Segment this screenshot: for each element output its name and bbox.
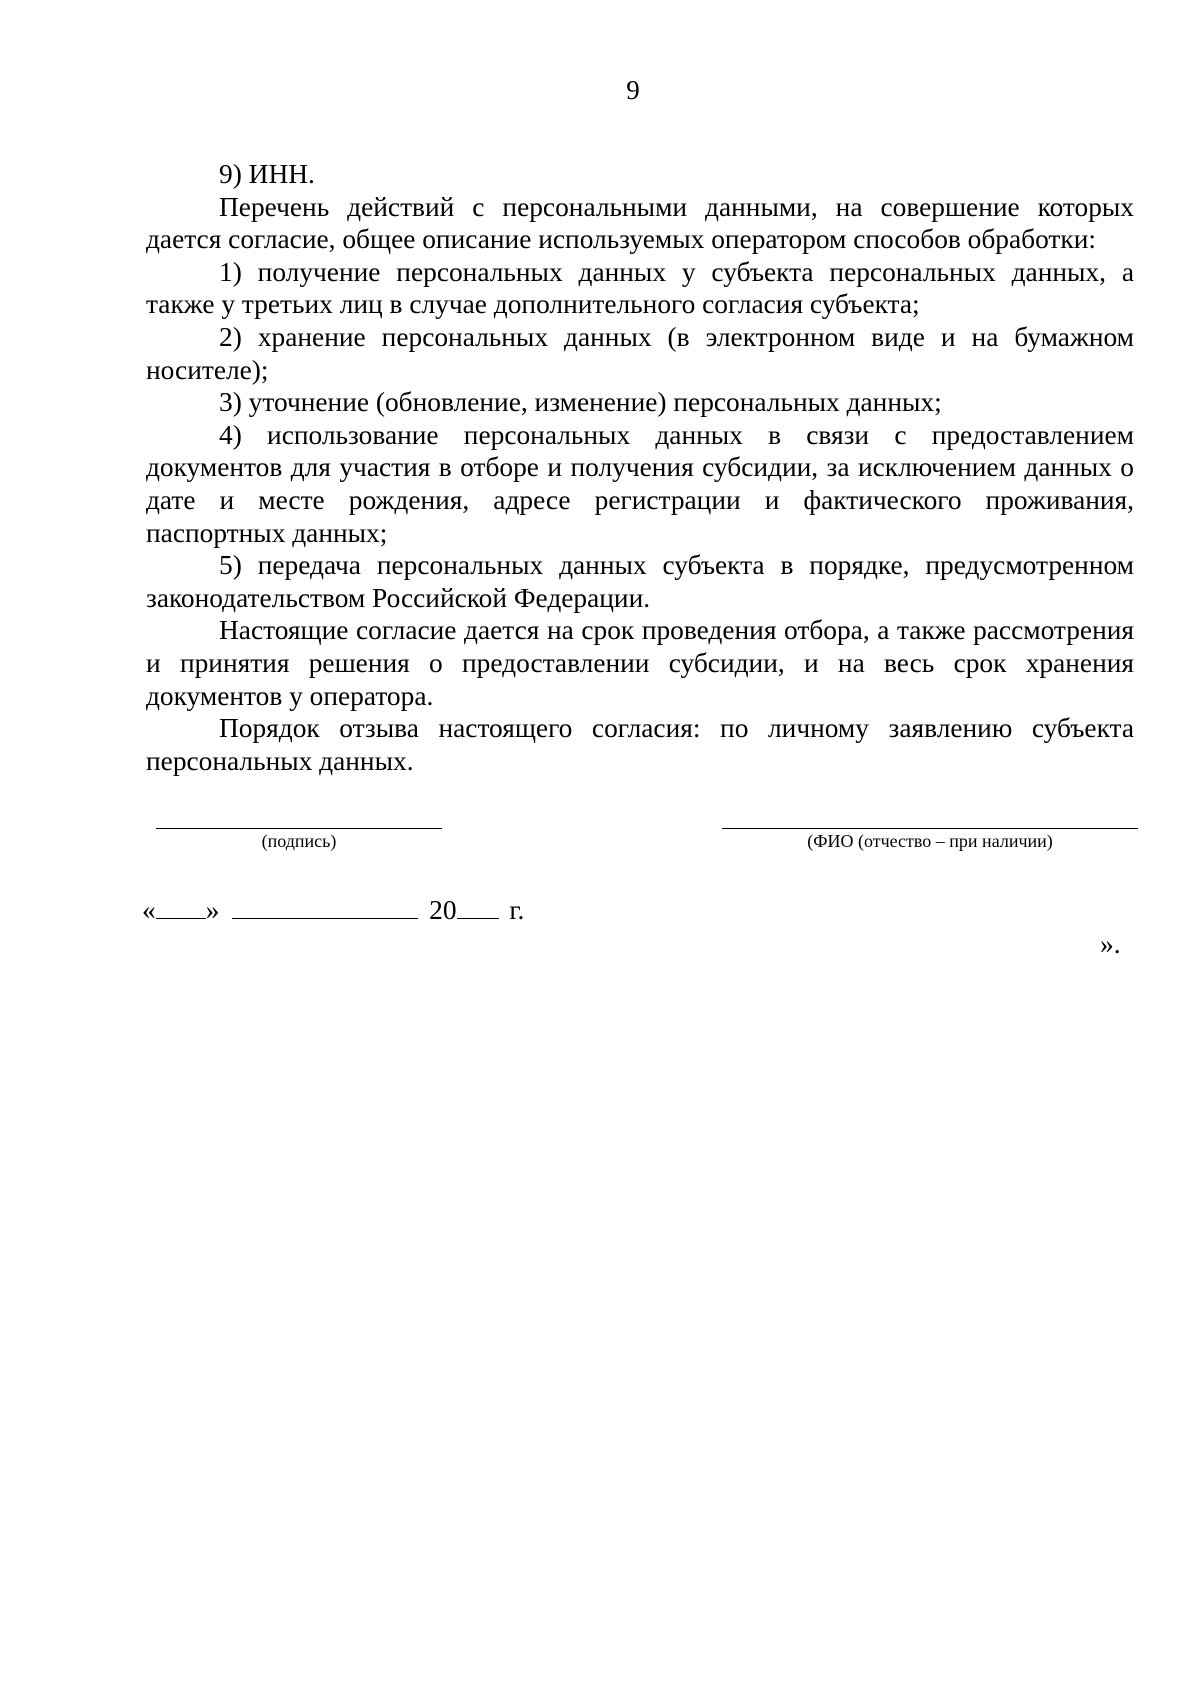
date-open-quote: « <box>142 895 156 925</box>
full-name-line <box>722 828 1138 829</box>
document-body <box>146 158 1134 777</box>
signature-field <box>156 828 442 868</box>
year-suffix: г. <box>509 895 525 925</box>
signature-caption: (подпись) <box>261 831 337 851</box>
month-blank <box>232 894 418 919</box>
paragraph-item-2: 2) хранение персональных данных (в электронном виде и на бумажном носителе); <box>146 321 1134 385</box>
full-name-field <box>722 828 1138 868</box>
paragraph-actions-list-intro: Перечень действий с персональными данными, на совершение которых дается согласие, общее описание используемых оператором способов обработки: <box>146 191 1134 255</box>
paragraph-item-3: 3) уточнение (обновление, изменение) персональных данных; <box>219 387 942 418</box>
closing-quote: ». <box>1100 929 1121 959</box>
signature-line <box>156 828 442 829</box>
paragraph-inn: 9) ИНН. <box>219 159 315 189</box>
year-prefix: 20 <box>429 895 457 925</box>
paragraph-item-4: 4) использование персональных данных в связи с предоставлением документов для участия в отборе и получения субсидии, за исключением данных о дате и месте рождения, адресе регистрации и фактического проживания, паспортных данных; <box>146 419 1134 548</box>
date-close-quote: » <box>205 895 220 925</box>
year-blank <box>457 894 499 919</box>
paragraph-item-1: 1) получение персональных данных у субъекта персональных данных, а также у третьих лиц в случае дополнительного согласия субъекта; <box>146 256 1134 320</box>
day-blank <box>156 894 206 919</box>
full-name-caption: (ФИО (отчество – при наличии) <box>807 831 1053 851</box>
date-line <box>142 894 524 926</box>
paragraph-item-5: 5) передача персональных данных субъекта в порядке, предусмотренном законодательством Российской Федерации. <box>146 550 1134 613</box>
paragraph-consent-term: Настоящие согласие дается на срок проведения отбора, а также рассмотрения и принятия решения о предоставлении субсидии, и на весь срок хранения документов у оператора. <box>146 615 1134 711</box>
page-number: 9 <box>626 75 640 105</box>
paragraph-revocation-order: Порядок отзыва настоящего согласия: по личному заявлению субъекта персональных данных. <box>146 713 1134 776</box>
